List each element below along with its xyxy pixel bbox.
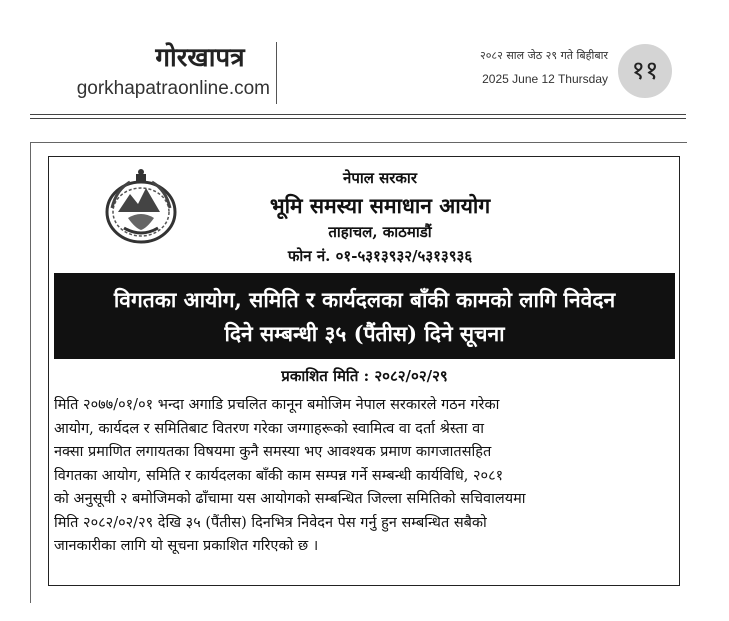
notice-body-line: को अनुसूची २ बमोजिमको ढाँचामा यस आयोगको सम्बन्धित जिल्ला समितिको सचिवालयमा [54,491,526,507]
masthead-divider [276,42,277,104]
notice-title-line: विगतका आयोग, समिति र कार्यदलका बाँकी कामको लागि निवेदन [113,287,616,312]
notice-body-line: आयोग, कार्यदल र समितिबाट वितरण गरेका जग्गाहरूको स्वामित्व वा दर्ता श्रेस्ता वा [54,420,484,437]
header-rule-top [30,114,686,115]
notice-title-line: दिने सम्बन्धी ३५ (पैंतीस) दिने सूचना [224,321,505,346]
commission-name: भूमि समस्या समाधान आयोग [269,193,491,218]
published-date: प्रकाशित मिति : २०८२/०२/२९ [281,367,448,385]
header-rule-bottom [30,118,686,119]
notice-body-line: विगतका आयोग, समिति र कार्यदलका बाँकी काम सम्पन्न गर्ने सम्बन्धी कार्यविधि, २०८१ [54,467,504,484]
nepal-government-emblem-icon [100,168,182,250]
notice-body-line: जानकारीका लागि यो सूचना प्रकाशित गरिएको छ । [54,538,319,554]
newspaper-url: gorkhapatraonline.com [76,78,270,99]
notice-title-banner [54,273,675,359]
commission-phone: फोन नं. ०१-५३१३९३२/५३१३९३६ [287,247,473,265]
newspaper-masthead [0,0,729,110]
notice-body-line: मिति २०७७/०१/०१ भन्दा अगाडि प्रचलित कानून बमोजिम नेपाल सरकारले गठन गरेका [54,397,500,413]
page-number: ११ [618,44,672,98]
notice-body [54,394,675,559]
date-nepali: २०८२ साल जेठ २९ गते बिहीबार [479,49,608,62]
commission-address: ताहाचल, काठमाडौं [328,223,432,241]
government-name: नेपाल सरकार [343,169,417,187]
date-english: 2025 June 12 Thursday [482,72,608,86]
notice-body-line: नक्सा प्रमाणित लगायतका विषयमा कुनै समस्या भए आवश्यक प्रमाण कागजातसहित [54,444,492,460]
newspaper-name: गोरखापत्र [155,43,245,73]
notice-body-line: मिति २०८२/०२/२९ देखि ३५ (पैंतीस) दिनभित्र निवेदन पेस गर्नु हुन सम्बन्धित सबैको [54,514,487,531]
